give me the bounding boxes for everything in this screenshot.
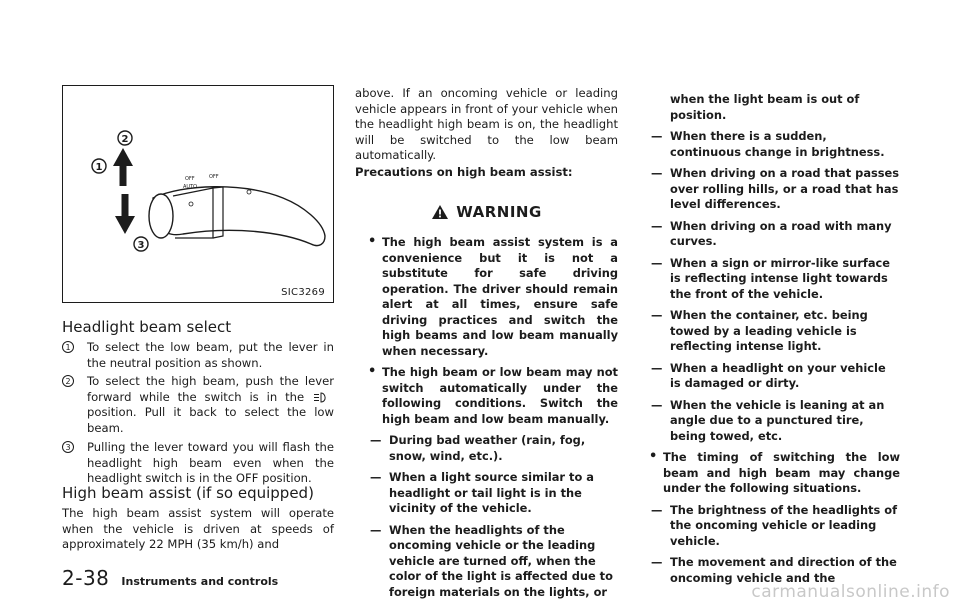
number-badge-1: 1 bbox=[62, 341, 74, 353]
warning-list-col2 bbox=[355, 235, 618, 606]
condition-item: — When there is a sudden, continuous change in brightness. bbox=[651, 129, 885, 159]
warning-bullet-3-text: The timing of switching the low beam and high beam may change under the following situations. bbox=[663, 450, 900, 495]
bullet-dot: • bbox=[368, 364, 377, 379]
condition-item: — When the container, etc. being towed by a leading vehicle is reflecting intense light. bbox=[651, 308, 868, 353]
condition-text: When there is a sudden, continuous change in brightness. bbox=[670, 129, 885, 159]
condition-text: When driving on a road with many curves. bbox=[670, 218, 892, 248]
condition-text: When a light source similar to a headlight or tail light is in the vicinity of the vehicle. bbox=[389, 470, 594, 515]
condition-text: When the vehicle is leaning at an angle due to a punctured tire, being towed, etc. bbox=[670, 397, 885, 443]
warning-title: WARNING bbox=[456, 203, 542, 221]
condition-text: When the headlights of the oncoming vehicle or the leading vehicle are turned off, when the color of the light is affected due to foreign materials on the lights, or bbox=[389, 522, 613, 599]
warning-bullet-2-text: The high beam or low beam may not switch automatically under the following conditions. Switch the high beam and low beam manually. bbox=[382, 365, 618, 426]
lever-knob bbox=[149, 194, 173, 238]
condition-item: — When a sign or mirror-like surface is reflecting intense light towards the front of the vehicle. bbox=[651, 255, 891, 301]
timing-text: The brightness of the headlights of the oncoming vehicle or leading vehicle. bbox=[670, 502, 898, 548]
condition-item: — When driving on a road that passes over rolling hills, or a road that has level differences. bbox=[651, 166, 900, 211]
precautions-heading: Precautions on high beam assist: bbox=[355, 165, 573, 179]
condition-text: when the light beam is out of position. bbox=[670, 92, 860, 122]
section-title-headlight-beam: Headlight beam select bbox=[62, 318, 232, 336]
arrow-up-icon bbox=[113, 148, 133, 166]
list-item-2-text-a: To select the high beam, push the lever forward while the switch is in the bbox=[87, 374, 334, 404]
warning-bullet-1-text: The high beam assist system is a convenience but it is not a substitute for safe driving operation. The driver should remain alert at all times, ensure safe driving practices and switch the high beams and low beam manually when necessary. bbox=[382, 235, 618, 358]
condition-item: — When driving on a road with many curves. bbox=[651, 218, 892, 248]
condition-item: — When a light source similar to a headlight or tail light is in the vicinity of the vehicle. bbox=[370, 470, 594, 515]
bullet-dot: • bbox=[649, 449, 658, 464]
section-title-high-beam-assist: High beam assist (if so equipped) bbox=[62, 484, 314, 502]
warning-list-col3 bbox=[636, 92, 900, 592]
list-item-1-text: To select the low beam, put the lever in the neutral position as shown. bbox=[87, 340, 334, 370]
list-item-3-text: Pulling the lever toward you will flash the headlight high beam even when the headlight switch is in the OFF position. bbox=[87, 440, 334, 486]
switch-label-auto: AUTO bbox=[183, 184, 198, 190]
condition-item: — When the headlights of the oncoming vehicle or the leading vehicle are turned off, when the color of the light is affected due to foreign materials on the lights, or bbox=[370, 522, 613, 599]
list-item-3 bbox=[62, 440, 334, 487]
list-item-2 bbox=[62, 374, 334, 436]
headlight-lever-figure bbox=[62, 85, 334, 303]
warning-header bbox=[355, 200, 618, 224]
high-beam-assist-paragraph-1: The high beam assist system will operate when the vehicle is driven at speeds of approximately 22 MPH (35 km/h) and bbox=[62, 506, 334, 552]
warning-bullet-1 bbox=[355, 235, 618, 359]
headlight-icon bbox=[312, 392, 334, 403]
switch-label-off-2: OFF bbox=[209, 174, 219, 180]
warning-icon bbox=[431, 204, 449, 220]
number-badge-3: 3 bbox=[62, 441, 74, 453]
condition-item-continued bbox=[636, 92, 900, 123]
lever-illustration bbox=[63, 86, 335, 304]
page-footer bbox=[62, 566, 278, 590]
figure-code: SIC3269 bbox=[281, 287, 325, 298]
warning-bullet-3 bbox=[636, 450, 900, 497]
condition-text: When a sign or mirror-like surface is reflecting intense light towards the front of the vehicle. bbox=[670, 255, 891, 301]
condition-text: When the container, etc. being towed by a leading vehicle is reflecting intense light. bbox=[670, 308, 868, 353]
svg-text:3: 3 bbox=[137, 240, 145, 251]
bullet-dot: • bbox=[368, 234, 377, 249]
page-number: 2-38 bbox=[62, 566, 110, 590]
switch-label-off: OFF bbox=[185, 176, 195, 182]
condition-item: — During bad weather (rain, fog, snow, wind, etc.). bbox=[370, 433, 586, 463]
timing-item: — The brightness of the headlights of the oncoming vehicle or leading vehicle. bbox=[651, 502, 898, 548]
section-name: Instruments and controls bbox=[121, 575, 279, 588]
high-beam-assist-paragraph-2: above. If an oncoming vehicle or leading vehicle appears in front of your vehicle when the headlight high beam is on, the headlight will be switched to the low beam automatically. bbox=[355, 86, 618, 163]
svg-text:1: 1 bbox=[95, 162, 103, 173]
timing-text: The movement and direction of the oncoming vehicle and the bbox=[670, 555, 897, 585]
number-badge-2: 2 bbox=[62, 375, 74, 387]
condition-text: When driving on a road that passes over rolling hills, or a road that has level differences. bbox=[670, 166, 900, 211]
condition-text: During bad weather (rain, fog, snow, wind, etc.). bbox=[389, 433, 586, 463]
arrow-down-icon bbox=[115, 216, 135, 234]
list-item-2-text bbox=[87, 374, 334, 436]
condition-item: — When the vehicle is leaning at an angle due to a punctured tire, being towed, etc. bbox=[651, 397, 885, 443]
timing-item: — The movement and direction of the oncoming vehicle and the bbox=[651, 555, 897, 585]
condition-text: When a headlight on your vehicle is damaged or dirty. bbox=[670, 360, 886, 390]
watermark: carmanualsonline.info bbox=[751, 582, 950, 602]
condition-item: — When a headlight on your vehicle is damaged or dirty. bbox=[651, 360, 886, 390]
warning-bullet-2 bbox=[355, 365, 618, 427]
list-item-1 bbox=[62, 340, 334, 371]
list-item-2-text-b: position. Pull it back to select the low beam. bbox=[87, 405, 334, 435]
svg-text:2: 2 bbox=[121, 134, 129, 145]
